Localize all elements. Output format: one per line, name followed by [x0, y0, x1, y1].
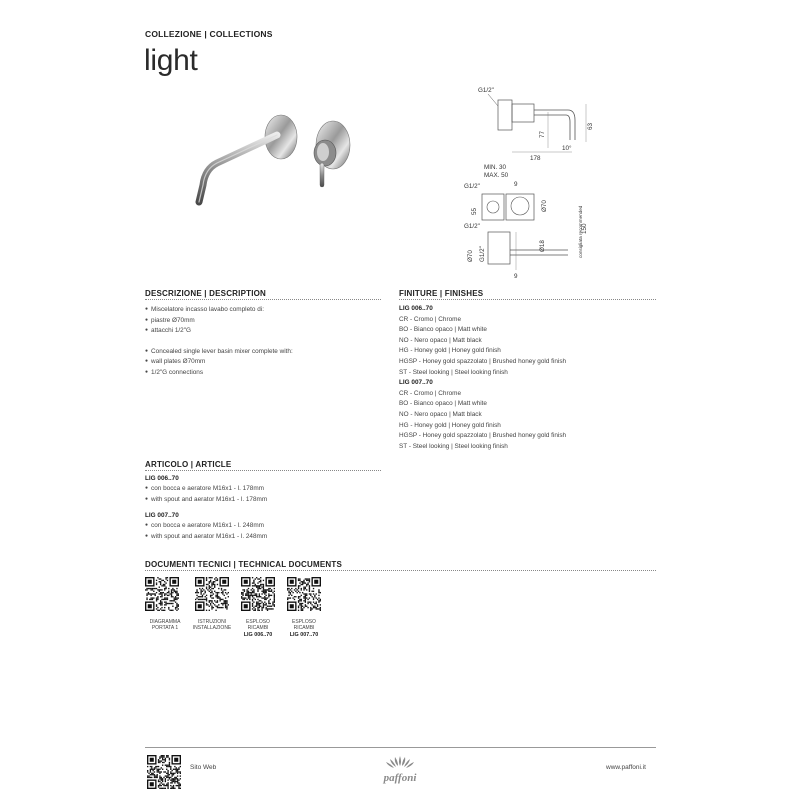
- footer-rule: [145, 747, 656, 748]
- description-line: ● Concealed single lever basin mixer complete with:: [145, 347, 381, 358]
- product-photo: [185, 105, 365, 215]
- doc-caption-line: DIAGRAMMA: [149, 619, 181, 625]
- doc-caption-line: RICAMBI: [293, 625, 315, 632]
- brand-wordmark: paffoni: [383, 772, 417, 784]
- dim-label: MAX. 50: [484, 172, 509, 179]
- dim-label: 77: [539, 130, 546, 138]
- qr-code-icon[interactable]: [147, 755, 181, 789]
- dim-label: consigliata recommended: [578, 205, 583, 258]
- collection-label: COLLEZIONE | COLLECTIONS: [145, 29, 273, 39]
- finish-group-code: LIG 007..70: [399, 379, 433, 387]
- finish-item: CR - Cromo | Chrome: [399, 315, 462, 323]
- description-line: ● Miscelatore incasso lavabo completo di:: [145, 305, 381, 316]
- doc-caption-line: INSTALLAZIONE: [192, 625, 232, 632]
- dim-label: Ø70: [467, 250, 474, 262]
- doc-caption-line: ESPLOSO: [292, 619, 316, 625]
- dim-label: 63: [587, 122, 594, 130]
- product-title: light: [144, 44, 198, 77]
- doc-caption-code: LIG 006..70: [243, 631, 273, 638]
- website-url[interactable]: www.paffoni.it: [606, 764, 646, 771]
- finishes-heading: FINITURE | FINISHES: [399, 289, 484, 298]
- description-heading: DESCRIZIONE | DESCRIPTION: [145, 289, 267, 298]
- technical-drawing: [450, 82, 620, 282]
- dim-label: 9: [514, 181, 518, 188]
- qr-code-icon[interactable]: [195, 577, 229, 611]
- article-line: ● with spout and aerator M16x1 - l. 248mm: [145, 532, 381, 543]
- doc-caption-line: ESPLOSO: [246, 619, 270, 625]
- finish-item: HG - Honey gold | Honey gold finish: [399, 421, 501, 429]
- dim-label: 55: [471, 207, 478, 215]
- dim-label: 150: [581, 223, 588, 234]
- article-heading: ARTICOLO | ARTICLE: [145, 460, 232, 469]
- description-rule: [145, 299, 381, 300]
- finish-item: ST - Steel looking | Steel looking finish: [399, 368, 508, 376]
- article-line: ● with spout and aerator M16x1 - l. 178mm: [145, 495, 381, 506]
- finish-item: CR - Cromo | Chrome: [399, 389, 462, 397]
- finish-item: HG - Honey gold | Honey gold finish: [399, 347, 501, 355]
- dim-label: Ø70: [541, 200, 548, 212]
- description-line: ● wall plates Ø70mm: [145, 357, 381, 368]
- doc-caption-line: PORTATA 1: [151, 625, 179, 632]
- description-line: ● piastre Ø70mm: [145, 316, 381, 327]
- document-link-installation[interactable]: [187, 577, 237, 632]
- dim-label: G1/2": [478, 87, 494, 94]
- article-line: ● con bocca e aeratore M16x1 - l. 248mm: [145, 521, 381, 532]
- paffoni-logo: [372, 752, 428, 786]
- finish-item: HGSP - Honey gold spazzolato | Brushed honey gold finish: [399, 432, 567, 440]
- doc-caption-line: RICAMBI: [247, 625, 269, 632]
- description-body: [145, 305, 381, 378]
- document-link-spare-parts-006[interactable]: [238, 577, 278, 638]
- finishes-list: [399, 304, 656, 452]
- dim-label: 10°: [562, 145, 572, 152]
- dim-label: G1/2": [464, 183, 480, 190]
- finish-item: HGSP - Honey gold spazzolato | Brushed honey gold finish: [399, 357, 567, 365]
- article-code: LIG 007..70: [145, 512, 179, 519]
- article-rule: [145, 470, 381, 471]
- documents-heading: DOCUMENTI TECNICI | TECHNICAL DOCUMENTS: [145, 560, 342, 569]
- dim-label: Ø18: [539, 240, 546, 252]
- finish-item: BO - Bianco opaco | Matt white: [399, 326, 487, 334]
- description-line: ● attacchi 1/2"G: [145, 326, 381, 337]
- dim-label: G1/2": [479, 246, 486, 262]
- qr-code-icon[interactable]: [145, 577, 179, 611]
- finish-item: NO - Nero opaco | Matt black: [399, 336, 482, 344]
- qr-code-icon[interactable]: [287, 577, 321, 611]
- document-link-flow-diagram[interactable]: [145, 577, 185, 632]
- article-body: [145, 475, 381, 542]
- finish-item: NO - Nero opaco | Matt black: [399, 410, 482, 418]
- dim-label: MIN. 30: [484, 164, 507, 171]
- dim-label: 9: [514, 273, 518, 280]
- doc-caption-code: LIG 007..70: [289, 631, 319, 638]
- dim-label: 178: [530, 155, 541, 162]
- documents-rule: [145, 570, 656, 571]
- article-line: ● con bocca e aeratore M16x1 - l. 178mm: [145, 484, 381, 495]
- finish-group-code: LIG 006..70: [399, 305, 433, 312]
- finishes-rule: [399, 299, 656, 300]
- finish-item: BO - Bianco opaco | Matt white: [399, 400, 487, 408]
- description-line: ● 1/2"G connections: [145, 368, 381, 379]
- doc-caption-line: ISTRUZIONI: [197, 619, 227, 625]
- document-link-spare-parts-007[interactable]: [284, 577, 324, 638]
- article-code: LIG 006..70: [145, 475, 179, 482]
- dim-label: G1/2": [464, 223, 480, 230]
- qr-code-icon[interactable]: [241, 577, 275, 611]
- website-label: Sito Web: [190, 764, 217, 771]
- finish-item: ST - Steel looking | Steel looking finish: [399, 442, 508, 450]
